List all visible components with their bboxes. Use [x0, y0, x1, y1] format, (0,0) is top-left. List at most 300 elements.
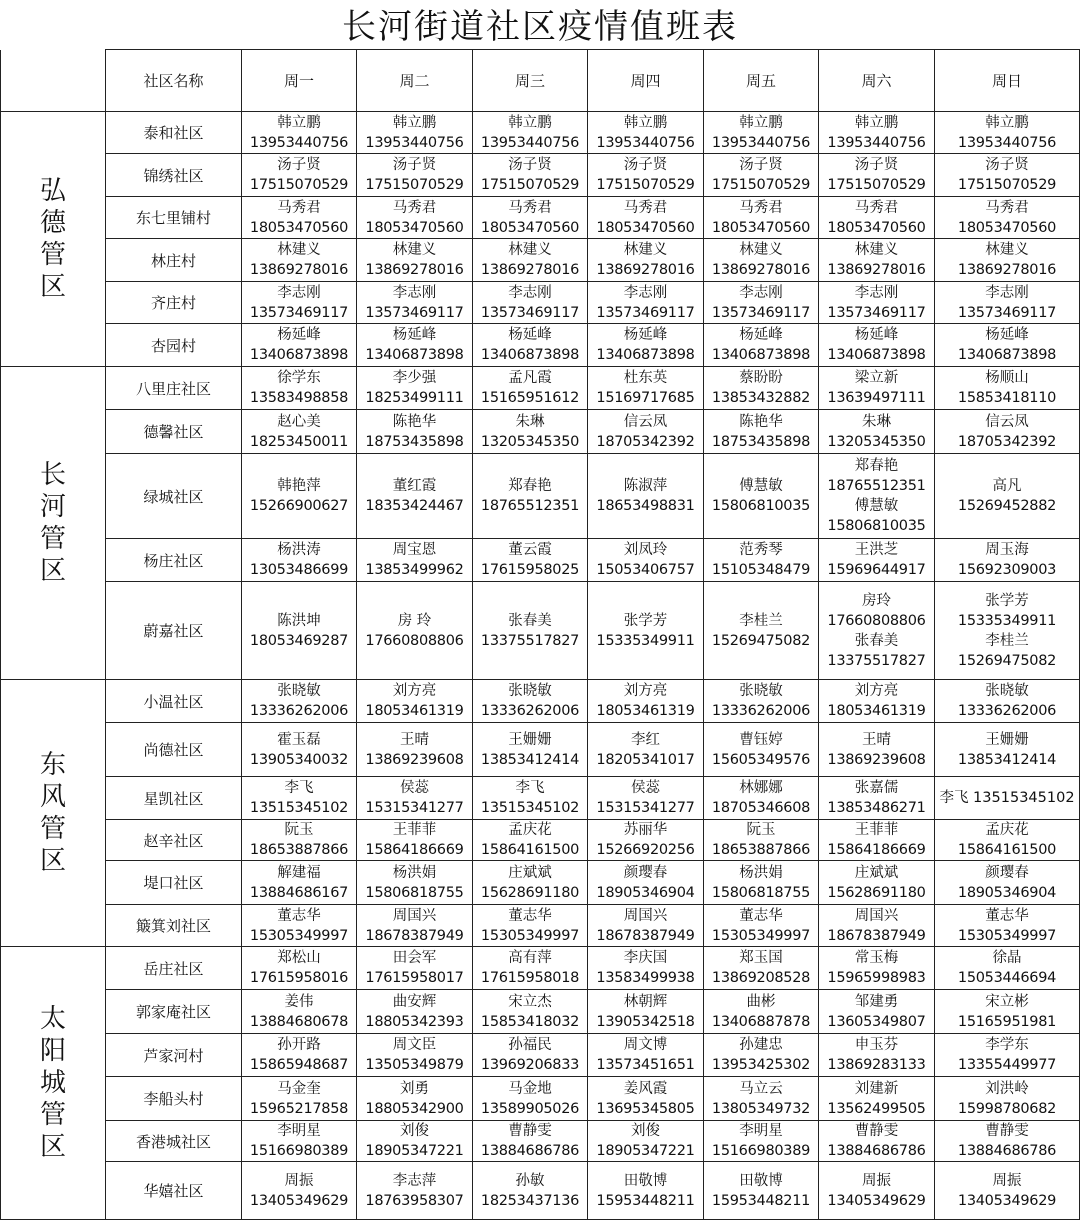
staff-phone: 18705346608: [711, 800, 811, 816]
duty-cell: [473, 197, 588, 239]
duty-cell: [588, 680, 704, 723]
staff-phone: 18053470560: [827, 219, 926, 236]
staff-name: 庄斌斌: [854, 864, 899, 881]
staff-name: 李学东: [985, 1037, 1029, 1053]
duty-cell: [242, 367, 357, 410]
district-name: [1, 112, 106, 367]
staff-name: 董志华: [985, 907, 1029, 924]
staff-phone: 13869239608: [365, 751, 464, 768]
table-row: [1, 1077, 1080, 1121]
staff-phone: 13205345350: [480, 433, 580, 450]
duty-cell: [473, 947, 588, 990]
staff-name: 姜风霞: [623, 1080, 668, 1097]
staff-name: 信云凤: [985, 413, 1029, 430]
staff-name: 李明星: [277, 1123, 321, 1139]
duty-cell: [357, 282, 473, 324]
staff-phone: 13573469117: [480, 304, 580, 321]
table-row: [1, 1034, 1080, 1077]
duty-cell: [588, 905, 704, 947]
duty-cell: [357, 154, 473, 197]
staff-phone: 13336262006: [957, 703, 1057, 719]
staff-name: 马秀君: [985, 199, 1029, 216]
duty-cell: [704, 1034, 819, 1077]
staff-phone: 13905340032: [249, 751, 349, 768]
duty-cell: [935, 1121, 1080, 1162]
community-name: 杨庄社区: [106, 539, 242, 582]
staff-name: 李飞: [284, 780, 314, 796]
duty-cell: [935, 680, 1080, 723]
header-row: [1, 50, 1080, 112]
duty-cell: [242, 154, 357, 197]
duty-cell: [935, 582, 1080, 680]
staff-name: 汤子贤: [854, 157, 899, 173]
duty-cell: [357, 723, 473, 777]
staff-phone: 13406873898: [957, 347, 1057, 363]
staff-name: 田会军: [392, 950, 437, 966]
staff-phone: 15305349997: [711, 927, 811, 944]
community-name: 齐庄村: [106, 282, 242, 324]
staff-name: 马秀君: [277, 199, 321, 216]
duty-cell: [819, 905, 935, 947]
duty-cell: [704, 112, 819, 154]
duty-cell: [819, 539, 935, 582]
community-name: 小温社区: [106, 680, 242, 723]
staff-phone: 15053446694: [957, 970, 1057, 986]
community-name: 八里庄社区: [106, 367, 242, 410]
staff-phone: 17515070529: [827, 177, 926, 193]
staff-phone: 13573469117: [957, 304, 1057, 321]
staff-phone: 13869278016: [480, 262, 580, 278]
duty-cell: [704, 582, 819, 680]
staff-name: 林建义: [985, 242, 1029, 258]
staff-phone: 17515070529: [957, 177, 1057, 193]
duty-cell: [819, 1162, 935, 1220]
staff-phone: 18053461319: [365, 703, 464, 719]
duty-cell: [704, 539, 819, 582]
staff-phone: 13905342518: [596, 1013, 695, 1030]
staff-name: 曲安辉: [392, 993, 437, 1010]
duty-cell: [588, 1077, 704, 1121]
staff-phone: 15335349911: [596, 632, 695, 649]
staff-name: 刘俊: [631, 1123, 660, 1139]
staff-name: 张晓敏: [508, 683, 552, 699]
staff-name: 杨延峰: [508, 327, 552, 343]
duty-cell: [242, 197, 357, 239]
duty-cell: [242, 324, 357, 367]
duty-cell: [473, 1121, 588, 1162]
duty-cell: [704, 454, 819, 539]
duty-cell: [935, 539, 1080, 582]
duty-cell: [935, 112, 1080, 154]
staff-name: 曹静雯: [508, 1123, 552, 1139]
staff-phone: 15864186669: [365, 842, 464, 858]
staff-name: 杜东英: [623, 370, 668, 386]
staff-name: 马秀君: [623, 199, 668, 216]
staff-name: 王晴: [862, 731, 891, 748]
duty-cell: [357, 1077, 473, 1121]
duty-cell: [588, 947, 704, 990]
duty-cell: [704, 723, 819, 777]
staff-name: 董志华: [739, 907, 783, 924]
staff-phone: 17615958025: [480, 562, 580, 578]
staff-name: 董志华: [277, 907, 321, 924]
duty-cell: [704, 154, 819, 197]
duty-cell: [357, 324, 473, 367]
staff-name: 周振: [862, 1172, 891, 1189]
duty-cell: [819, 154, 935, 197]
staff-phone: 13953425302: [711, 1057, 811, 1073]
staff-name: 朱琳: [862, 413, 891, 430]
staff-name: 赵心美: [277, 413, 321, 430]
staff-name: 李志刚: [854, 284, 899, 301]
duty-cell: [704, 905, 819, 947]
table-row: [1, 239, 1080, 282]
duty-cell: [588, 154, 704, 197]
staff-phone: 18805342900: [365, 1100, 464, 1117]
staff-name: 韩艳萍: [277, 478, 321, 494]
duty-cell: [819, 197, 935, 239]
duty-cell: [242, 1121, 357, 1162]
staff-name: 韩立鹏: [392, 114, 437, 131]
duty-cell: [704, 239, 819, 282]
staff-phone: 15605349576: [711, 751, 811, 768]
staff-name: 高凡: [992, 478, 1022, 494]
staff-name: 王洪芝: [854, 542, 899, 558]
duty-cell: [473, 1162, 588, 1220]
duty-cell: [473, 777, 588, 820]
staff-phone: 13853412414: [480, 751, 580, 768]
header-cell: 周五: [704, 50, 819, 112]
staff-name: 李桂兰: [739, 612, 783, 629]
staff-phone: 15269452882: [957, 498, 1057, 514]
staff-name: 韩立鹏: [623, 114, 668, 131]
duty-entry: 李飞 13515345102: [939, 790, 1075, 806]
staff-phone: 13589905026: [480, 1100, 580, 1117]
duty-cell: [588, 861, 704, 905]
staff-phone: 13869239608: [827, 751, 926, 768]
staff-name: 郑玉国: [739, 950, 783, 966]
duty-cell: [242, 539, 357, 582]
duty-cell: [704, 777, 819, 820]
staff-phone: 15969644917: [827, 562, 926, 578]
duty-cell: [242, 820, 357, 861]
staff-name: 刘建新: [854, 1080, 899, 1097]
staff-name: 汤子贤: [985, 157, 1029, 173]
duty-cell: [704, 947, 819, 990]
community-name: 尚德社区: [106, 723, 242, 777]
staff-phone: 18678387949: [827, 927, 926, 944]
duty-cell: [357, 820, 473, 861]
staff-name: 孙建忠: [739, 1037, 783, 1053]
staff-phone: 15305349997: [957, 927, 1057, 944]
staff-phone: 15864186669: [827, 842, 926, 858]
duty-cell: [242, 861, 357, 905]
staff-name: 高有萍: [508, 950, 552, 966]
duty-cell: [704, 990, 819, 1034]
staff-name: 李志刚: [277, 284, 321, 301]
staff-phone: 13583499938: [596, 970, 695, 986]
staff-name: 刘方亮: [392, 683, 437, 699]
staff-phone: 13573469117: [249, 304, 349, 321]
duty-cell: [588, 777, 704, 820]
staff-phone: 15806810035: [827, 518, 926, 534]
duty-cell: [588, 367, 704, 410]
staff-phone: 15269475082: [711, 632, 811, 649]
staff-name: 陈淑萍: [623, 478, 668, 494]
staff-name: 周国兴: [623, 907, 668, 924]
staff-phone: 13869278016: [596, 262, 695, 278]
duty-cell: [588, 112, 704, 154]
staff-phone: 17660808806: [827, 612, 926, 629]
staff-phone: 13884686786: [957, 1143, 1057, 1159]
staff-name: 郑松山: [277, 950, 321, 966]
staff-phone: 13405349629: [249, 1192, 349, 1209]
staff-phone: 13573469117: [365, 304, 464, 321]
staff-phone: 15628691180: [480, 884, 580, 901]
duty-cell: [242, 1034, 357, 1077]
district-name: [1, 947, 106, 1220]
staff-name: 田敬博: [739, 1172, 783, 1189]
duty-cell: [819, 820, 935, 861]
staff-name: 林建义: [392, 242, 437, 258]
community-name: 郭家庵社区: [106, 990, 242, 1034]
staff-name: 孟庆花: [508, 822, 552, 838]
staff-phone: 13406873898: [711, 347, 811, 363]
staff-phone: 15266900627: [249, 498, 349, 514]
duty-cell: [357, 1034, 473, 1077]
staff-phone: 18053470560: [711, 219, 811, 236]
staff-name: 姜伟: [284, 993, 314, 1010]
staff-name: 王姗姗: [985, 731, 1029, 748]
duty-cell: [473, 154, 588, 197]
staff-name: 邹建勇: [854, 993, 899, 1010]
staff-name: 李庆国: [623, 950, 668, 966]
staff-name: 信云凤: [623, 413, 668, 430]
table-row: [1, 947, 1080, 990]
duty-cell: [819, 723, 935, 777]
staff-phone: 13884686786: [480, 1143, 580, 1159]
staff-name: 孟庆花: [985, 822, 1029, 838]
staff-phone: 13869278016: [249, 262, 349, 278]
staff-name: 徐学东: [277, 370, 321, 386]
staff-name: 霍玉磊: [277, 731, 321, 748]
header-cell: 周一: [242, 50, 357, 112]
duty-cell: [473, 112, 588, 154]
duty-cell: [704, 282, 819, 324]
duty-cell: [357, 197, 473, 239]
duty-cell: [819, 410, 935, 454]
staff-phone: 17515070529: [480, 177, 580, 193]
staff-name: 李志刚: [985, 284, 1029, 301]
duty-cell: [704, 861, 819, 905]
staff-phone: 15335349911: [957, 612, 1057, 629]
duty-cell: [588, 582, 704, 680]
staff-phone: 18053470560: [249, 219, 349, 236]
staff-phone: 18653887866: [711, 842, 811, 858]
staff-phone: 15806810035: [711, 498, 811, 514]
staff-name: 马秀君: [854, 199, 899, 216]
duty-cell: [588, 410, 704, 454]
district-label: 弘德管区: [39, 176, 66, 302]
staff-phone: 13406873898: [827, 347, 926, 363]
duty-cell: [935, 154, 1080, 197]
duty-cell: [357, 777, 473, 820]
staff-phone: 13953440756: [711, 134, 811, 151]
staff-name: 韩立鹏: [277, 114, 321, 131]
table-row: [1, 539, 1080, 582]
community-name: 绿城社区: [106, 454, 242, 539]
community-name: 杏园村: [106, 324, 242, 367]
staff-name: 颜璎春: [985, 864, 1029, 881]
community-name: 李船头村: [106, 1077, 242, 1121]
community-name: 星凯社区: [106, 777, 242, 820]
district-name: [1, 367, 106, 680]
staff-name: 杨延峰: [277, 327, 321, 343]
staff-name: 马秀君: [392, 199, 437, 216]
staff-phone: 17615958018: [480, 970, 580, 986]
staff-phone: 13869278016: [711, 262, 811, 278]
staff-name: 刘凤玲: [623, 542, 668, 558]
community-name: 堤口社区: [106, 861, 242, 905]
staff-name: 郑春艳: [508, 478, 552, 494]
staff-name: 蔡盼盼: [739, 370, 783, 386]
table-row: [1, 582, 1080, 680]
staff-name: 李少强: [392, 370, 437, 386]
staff-phone: 15315341277: [365, 800, 464, 816]
staff-phone: 15965998983: [827, 970, 926, 986]
staff-name: 李桂兰: [985, 632, 1029, 649]
duty-cell: [242, 582, 357, 680]
duty-cell: [242, 905, 357, 947]
staff-name: 刘方亮: [623, 683, 668, 699]
duty-cell: [819, 680, 935, 723]
staff-phone: 18253499111: [365, 390, 464, 406]
staff-phone: 15269475082: [957, 652, 1057, 669]
duty-cell: [242, 410, 357, 454]
staff-name: 杨洪娟: [392, 864, 437, 881]
staff-phone: 18053470560: [480, 219, 580, 236]
staff-phone: 18765512351: [827, 478, 926, 494]
staff-name: 周文博: [623, 1037, 668, 1053]
duty-cell: [357, 582, 473, 680]
staff-phone: 13869208528: [711, 970, 811, 986]
staff-phone: 13573469117: [711, 304, 811, 321]
table-row: [1, 197, 1080, 239]
staff-phone: 13869283133: [827, 1057, 926, 1073]
duty-cell: [473, 410, 588, 454]
staff-name: 董红霞: [392, 478, 437, 494]
staff-name: 汤子贤: [739, 157, 783, 173]
table-row: [1, 454, 1080, 539]
staff-phone: 13406873898: [249, 347, 349, 363]
staff-name: 朱琳: [515, 413, 545, 430]
staff-name: 韩立鹏: [739, 114, 783, 131]
staff-phone: 18678387949: [365, 927, 464, 944]
staff-name: 傅慧敏: [739, 478, 783, 494]
duty-cell: [588, 324, 704, 367]
community-name: 林庄村: [106, 239, 242, 282]
staff-name: 马金地: [508, 1080, 552, 1097]
staff-phone: 15864161500: [957, 842, 1057, 858]
table-row: [1, 367, 1080, 410]
staff-name: 阮玉: [746, 822, 776, 838]
duty-cell: [935, 1077, 1080, 1121]
staff-phone: 18053461319: [596, 703, 695, 719]
table-row: [1, 777, 1080, 820]
staff-phone: 15053406757: [596, 562, 695, 578]
duty-cell: [588, 239, 704, 282]
duty-cell: [935, 990, 1080, 1034]
duty-cell: [588, 454, 704, 539]
staff-phone: 13884680678: [249, 1013, 349, 1030]
table-row: [1, 1162, 1080, 1220]
staff-name: 刘勇: [400, 1080, 429, 1097]
staff-phone: 13406873898: [365, 347, 464, 363]
staff-phone: 13505349879: [365, 1057, 464, 1073]
duty-cell: [935, 905, 1080, 947]
staff-name: 李明星: [739, 1123, 783, 1139]
staff-name: 解建福: [277, 864, 321, 881]
staff-phone: 15864161500: [480, 842, 580, 858]
staff-phone: 13405349629: [827, 1192, 926, 1209]
duty-cell: [588, 1034, 704, 1077]
staff-phone: 18678387949: [596, 927, 695, 944]
staff-phone: 13884686786: [827, 1143, 926, 1159]
staff-phone: 13515345102: [249, 800, 349, 816]
duty-cell: [357, 861, 473, 905]
staff-name: 杨顺山: [985, 370, 1029, 386]
staff-phone: 15865948687: [249, 1057, 349, 1073]
duty-cell: [473, 1077, 588, 1121]
duty-cell: [357, 454, 473, 539]
duty-cell: [819, 1034, 935, 1077]
staff-name: 张晓敏: [277, 683, 321, 699]
duty-cell: [935, 324, 1080, 367]
duty-cell: [819, 1077, 935, 1121]
staff-name: 李志刚: [739, 284, 783, 301]
staff-name: 张学芳: [623, 612, 668, 629]
staff-name: 王菲菲: [392, 822, 437, 838]
staff-phone: 13515345102: [480, 800, 580, 816]
duty-cell: [473, 1034, 588, 1077]
staff-phone: 15806818755: [711, 884, 811, 901]
staff-phone: 18653887866: [249, 842, 349, 858]
staff-name: 李志刚: [623, 284, 668, 301]
table-row: [1, 324, 1080, 367]
community-name: 泰和社区: [106, 112, 242, 154]
staff-name: 房 玲: [397, 612, 432, 629]
staff-name: 周振: [284, 1172, 314, 1189]
duty-cell: [819, 777, 935, 820]
staff-name: 韩立鹏: [985, 114, 1029, 131]
duty-cell: [357, 680, 473, 723]
staff-phone: 15305349997: [249, 927, 349, 944]
staff-name: 张嘉儒: [854, 780, 899, 796]
staff-phone: 15692309003: [957, 562, 1057, 578]
staff-name: 田敬博: [623, 1172, 668, 1189]
staff-phone: 17515070529: [365, 177, 464, 193]
table-row: [1, 680, 1080, 723]
staff-phone: 17660808806: [365, 632, 464, 649]
duty-cell: [473, 282, 588, 324]
staff-phone: 15166980389: [249, 1143, 349, 1159]
duty-cell: [935, 861, 1080, 905]
duty-cell: [357, 1121, 473, 1162]
staff-name: 杨洪娟: [739, 864, 783, 881]
header-cell: 周日: [935, 50, 1080, 112]
duty-cell: [357, 1162, 473, 1220]
staff-name: 汤子贤: [392, 157, 437, 173]
